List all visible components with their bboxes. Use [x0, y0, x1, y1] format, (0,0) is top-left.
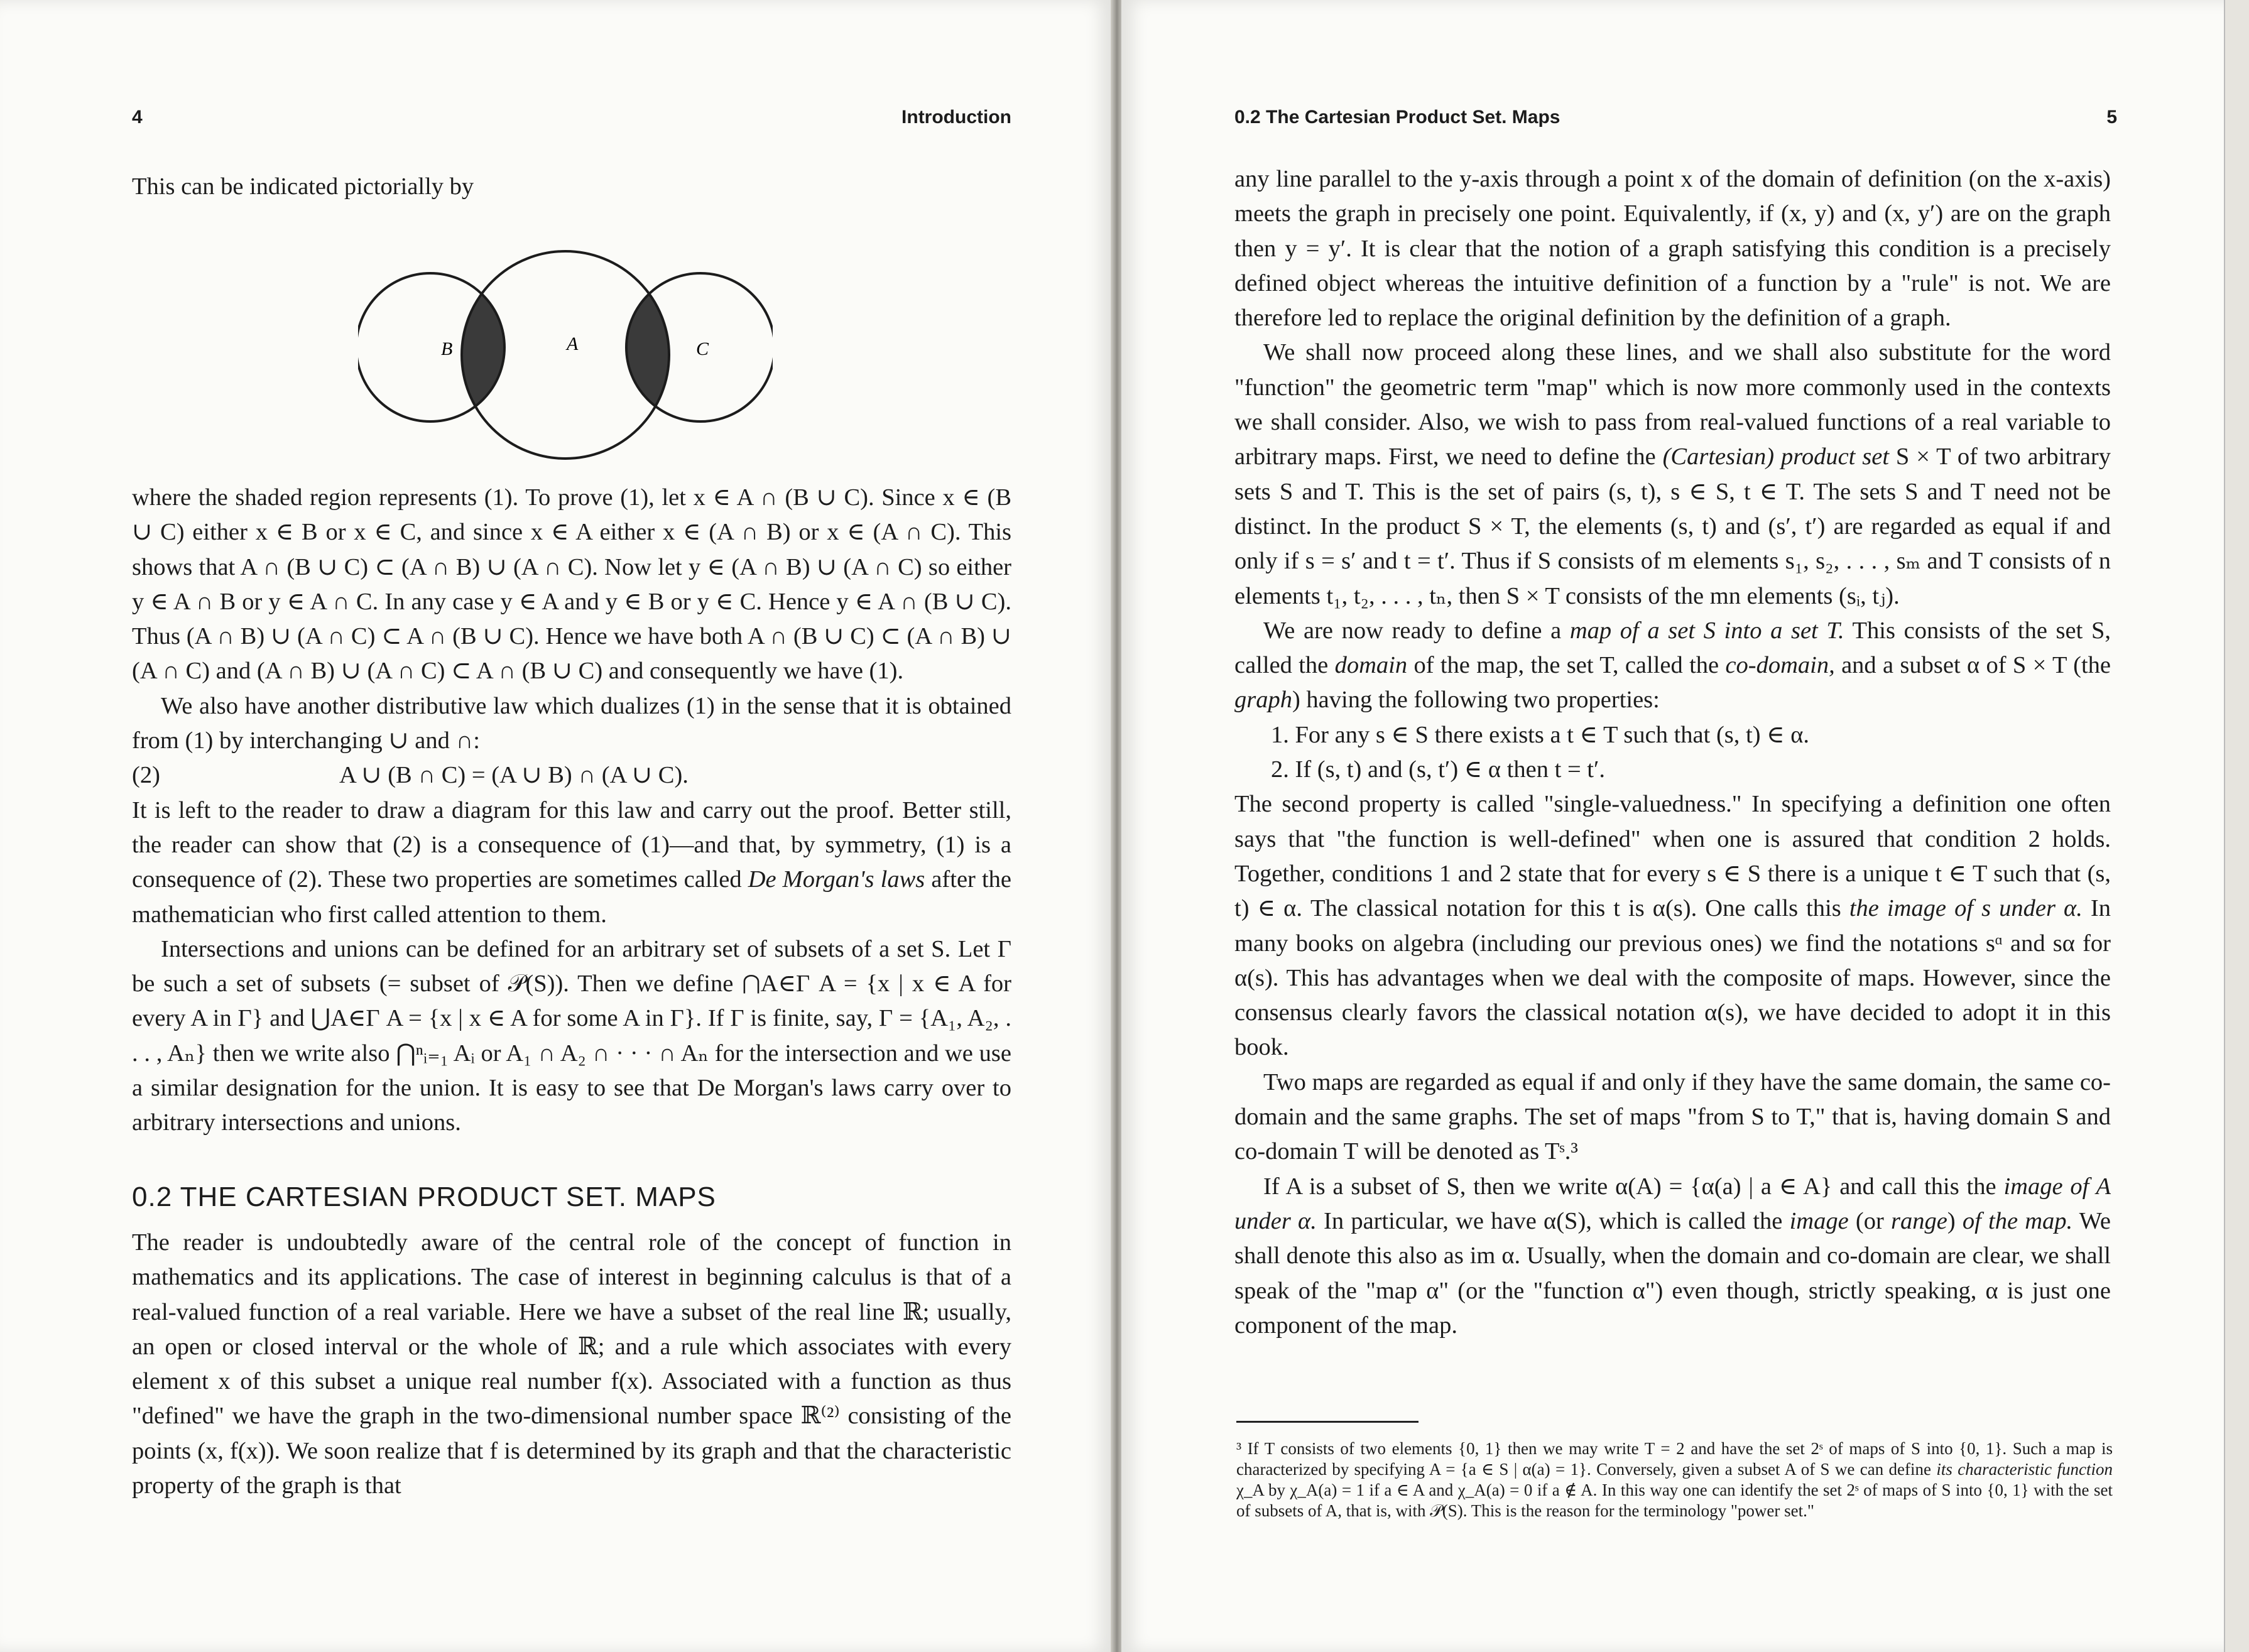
- right-paragraph-3: We are now ready to define a map of a set S into a set T. This consists of the set S, called the domain of the map, the set T, called the co-domain, and a subset α of S × T (the graph) having the following two properties:: [1234, 617, 2111, 714]
- page-edge: [2224, 0, 2249, 1652]
- right-paragraph-5: Two maps are regarded as equal if and only if they have the same domain, the same co-domain and the same graphs. The set of maps "from S to T," that is, having domain S and co-domain T will be denoted as Tˢ.³: [1234, 1068, 2111, 1165]
- footnote: ³ If T consists of two elements {0, 1} then we may write T = 2 and have the set 2ˢ of maps of S into {0, 1}. Such a map is characterized by specifying A = {a ∈ S | α(a) = 1}. Conversely, given a subset A of S we can define its characteristic function χ_A by χ_A(a) = 1 if a ∈ A and χ_A(a) = 0 if a ∉ A. In this way one can identify the set 2ˢ of maps of S into {0, 1} with the set of subsets of A, that is, with 𝒫(S). This is the reason for the terminology "power set.": [1236, 1439, 2113, 1520]
- list-item: 2. If (s, t) and (s, t′) ∈ α then t = t′.: [1271, 756, 1606, 783]
- right-paragraph-4: The second property is called "single-valuedness." In specifying a definition one often says that "the function is well-defined" when one is assured that condition 2 holds. Together, conditions 1 and 2 state that for every s ∈ S there is a unique t ∈ T such that (s, t) ∈ α. The classical notation for this t is α(s). One calls this the image of s under α. In many books on algebra (including our previous ones) we find the notations sᵅ and sα for α(s). This has advantages when we deal with the composite of maps. However, since the consensus clearly favors the classical notation α(s), we have decided to adopt it in this book.: [1234, 791, 2111, 1061]
- left-paragraph-3: It is left to the reader to draw a diagram for this law and carry out the proof. Better still, the reader can show that (2) is a consequence of (1)—and that, by symmetry, (1) is a consequence of (2). These two properties are sometimes called De Morgan's laws after the mathematician who first called attention to them.: [132, 796, 1011, 928]
- venn-label-c: C: [696, 339, 709, 359]
- intro-line: [132, 170, 1011, 204]
- left-page-number: 4: [132, 107, 143, 128]
- venn-label-b: B: [441, 339, 453, 359]
- left-paragraph-4: Intersections and unions can be defined for an arbitrary set of subsets of a set S. Let Γ be such a set of subsets (= subset of 𝒫(S)). Then we define ⋂A∈Γ A = {x | x ∈ A for every A in Γ} and ⋃A∈Γ A = {x | x ∈ A for some A in Γ}. If Γ is finite, say, Γ = {A₁, A₂, . . . , Aₙ} then we write also ⋂ⁿᵢ₌₁ Aᵢ or A₁ ∩ A₂ ∩ · · · ∩ Aₙ for the intersection and we use a similar designation for the union. It is easy to see that De Morgan's laws carry over to arbitrary intersections and unions.: [132, 935, 1011, 1136]
- right-body: [1234, 162, 2111, 1343]
- left-page: [0, 0, 1112, 1652]
- venn-diagram: [358, 248, 773, 462]
- product-set-term: (Cartesian) product set: [1662, 443, 1890, 470]
- equation-number: (2): [132, 762, 160, 789]
- left-paragraph-1: where the shaded region represents (1). To prove (1), let x ∈ A ∩ (B ∪ C). Since x ∈ (B ∪ C) either x ∈ B or x ∈ C, and since x ∈ A either x ∈ (A ∩ B) or x ∈ (A ∩ C). This shows that A ∩ (B ∪ C) ⊂ (A ∩ B) ∪ (A ∩ C). Now let y ∈ (A ∩ B) ∪ (A ∩ C) so either y ∈ A ∩ B or y ∈ A ∩ C. In any case y ∈ A and y ∈ B or y ∈ C. Hence y ∈ A ∩ (B ∪ C). Thus (A ∩ B) ∪ (A ∩ C) ⊂ A ∩ (B ∪ C). Hence we have both A ∩ (B ∪ C) ⊂ (A ∩ B) ∪ (A ∩ C) and (A ∩ B) ∪ (A ∩ C) ⊂ A ∩ (B ∪ C) and consequently we have (1).: [132, 484, 1011, 685]
- right-paragraph-6: If A is a subset of S, then we write α(A) = {α(a) | a ∈ A} and call this the image of A under α. In particular, we have α(S), which is called the image (or range) of the map. We shall denote this also as im α. Usually, when the domain and co-domain are clear, we shall speak of the "map α" (or the "function α") even though, strictly speaking, α is just one component of the map.: [1234, 1173, 2111, 1339]
- left-running-head: Introduction: [901, 107, 1011, 128]
- footnote-rule: [1236, 1421, 1419, 1423]
- right-running-head: 0.2 The Cartesian Product Set. Maps: [1234, 107, 1560, 128]
- list-item: 1. For any s ∈ S there exists a t ∈ T such that (s, t) ∈ α.: [1271, 721, 1810, 748]
- equation-2: [132, 758, 1011, 793]
- right-page-number: 5: [2106, 107, 2117, 128]
- left-paragraph-5: The reader is undoubtedly aware of the central role of the concept of function in mathematics and its applications. The case of interest in beginning calculus is that of a real-valued function of a real variable. Here we have a subset of the real line ℝ; usually, an open or closed interval or the whole of ℝ; and a rule which associates with every element x of this subset a unique real number f(x). Associated with a function as thus "defined" we have the graph in the two-dimensional number space ℝ⁽²⁾ consisting of the points (x, f(x)). We soon realize that f is determined by its graph and that the characteristic property of the graph is that: [132, 1229, 1011, 1499]
- right-paragraph-1: any line parallel to the y-axis through a point x of the domain of definition (on the x-axis) meets the graph in precisely one point. Equivalently, if (x, y) and (x, y′) are on the graph then y = y′. It is clear that the notion of a graph satisfying this condition is a precisely defined object whereas the intuitive definition of a function by a "rule" is not. We are therefore led to replace the original definition by the definition of a graph.: [1234, 166, 2111, 332]
- equation-body: A ∪ (B ∩ C) = (A ∪ B) ∩ (A ∪ C).: [339, 762, 689, 789]
- properties-list: [1234, 718, 2111, 788]
- de-morgans-laws-term: De Morgan's laws: [748, 866, 925, 893]
- venn-label-a: A: [567, 334, 579, 354]
- section-heading: 0.2 THE CARTESIAN PRODUCT SET. MAPS: [132, 1181, 716, 1212]
- left-body: [132, 481, 1011, 1503]
- right-paragraph-2: We shall now proceed along these lines, and we shall also substitute for the word "function" the geometric term "map" which is now more commonly used in the contexts we shall consider. Also, we wish to pass from real-valued functions of a real variable to arbitrary maps. First, we need to define the (Cartesian) product set S × T of two arbitrary sets S and T. This is the set of pairs (s, t), s ∈ S, t ∈ T. The sets S and T need not be distinct. In the product S × T, the elements (s, t) and (s′, t′) are regarded as equal if and only if s = s′ and t = t′. Thus if S consists of m elements s₁, s₂, . . . , sₘ and T consists of n elements t₁, t₂, . . . , tₙ, then S × T consists of the mn elements (sᵢ, tⱼ).: [1234, 339, 2111, 609]
- intro-text: This can be indicated pictorially by: [132, 173, 474, 200]
- left-paragraph-2: We also have another distributive law which dualizes (1) in the sense that it is obtained from (1) by interchanging ∪ and ∩:: [132, 692, 1011, 754]
